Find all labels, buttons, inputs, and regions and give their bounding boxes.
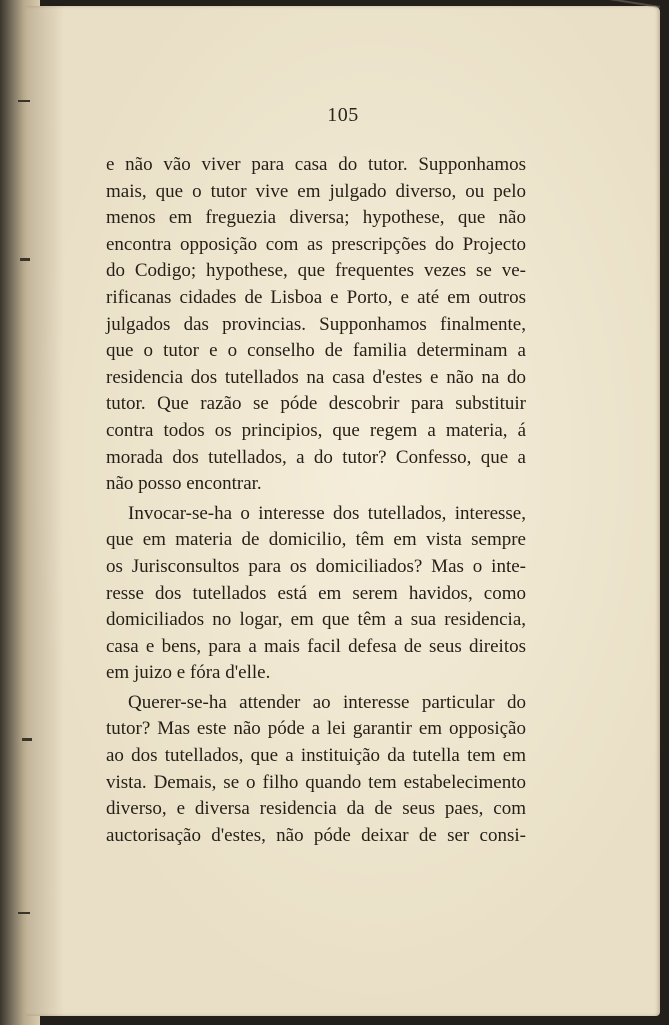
text-line: tutor? Mas este não póde a lei garantir em opposição (106, 718, 526, 740)
text-line: vista. Demais, se o filho quando tem estabelecimento (106, 771, 526, 793)
text-line: auctorisação d'estes, não póde deixar de ser consi- (106, 824, 526, 846)
text-line: Querer-se-ha attender ao interesse particular do (128, 691, 526, 713)
page-number: 105 (327, 104, 359, 126)
page-corner-fold (495, 0, 660, 47)
text-line: do Codigo; hypothese, que frequentes vezes se ve- (106, 260, 526, 282)
text-line: em juizo e fóra d'elle. (106, 662, 271, 684)
text-line: rificanas cidades de Lisboa e Porto, e até em outros (106, 286, 526, 308)
text-line: diverso, e diversa residencia da de seus paes, com (106, 798, 526, 820)
text-line: menos em freguezia diversa; hypothese, que não (106, 207, 526, 229)
text-line: que em materia de domicilio, têm em vista sempre (106, 529, 526, 551)
text-line: casa e bens, para a mais facil defesa de seus direitos (106, 635, 526, 657)
text-line: residencia dos tutellados na casa d'estes e não na do (106, 366, 526, 388)
text-line: encontra opposição com as prescripções do Projecto (106, 233, 526, 255)
text-line: resse dos tutellados está em serem havidos, como (106, 582, 526, 604)
margin-tick (18, 912, 30, 914)
text-line: domiciliados no logar, em que têm a sua residencia, (106, 609, 526, 631)
text-line: julgados das provincias. Supponhamos finalmente, (106, 313, 526, 335)
text-line: contra todos os principios, que regem a materia, á (106, 419, 526, 441)
text-line: ao dos tutellados, que a instituição da tutella tem em (106, 745, 526, 767)
margin-tick (18, 100, 30, 102)
margin-tick (22, 738, 32, 741)
body-text (106, 152, 526, 849)
text-line: não posso encontrar. (106, 473, 262, 495)
book-page (26, 6, 660, 1016)
text-line: e não vão viver para casa do tutor. Supponhamos (106, 154, 526, 175)
text-line: tutor. Que razão se póde descobrir para substituir (106, 393, 526, 415)
text-line: os Jurisconsultos para os domiciliados? Mas o inte- (106, 555, 526, 577)
text-line: que o tutor e o conselho de familia determinam a (106, 340, 526, 362)
text-line: Invocar-se-ha o interesse dos tutellados, interesse, (128, 502, 526, 524)
text-line: morada dos tutellados, a do tutor? Confesso, que a (106, 446, 526, 468)
text-line: mais, que o tutor vive em julgado diverso, ou pelo (106, 180, 526, 202)
margin-tick (20, 258, 30, 261)
